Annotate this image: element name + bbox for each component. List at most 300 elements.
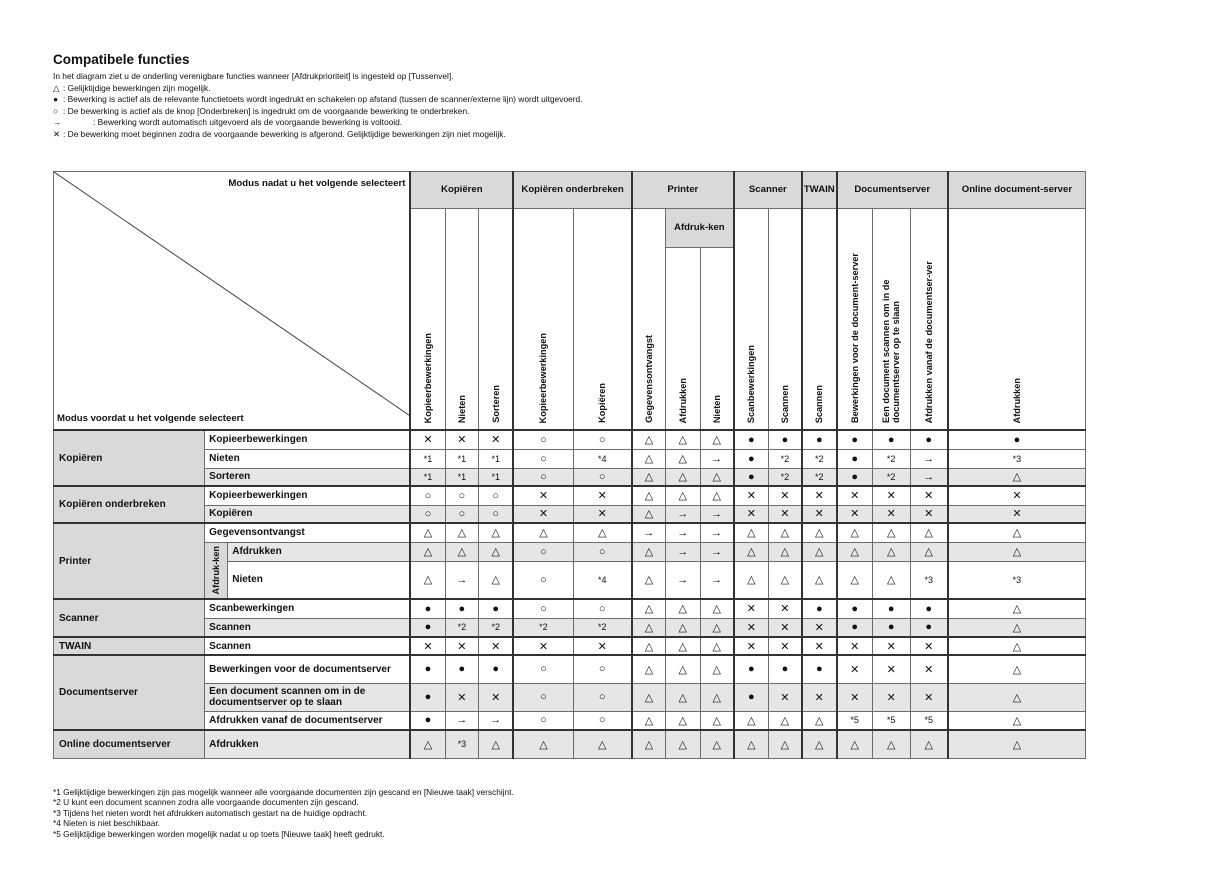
table-cell: ○ (573, 711, 632, 730)
table-cell: ✕ (768, 683, 802, 711)
table-row (54, 449, 1086, 468)
table-cell: △ (948, 655, 1086, 683)
table-cell: ○ (573, 468, 632, 486)
table-cell: △ (700, 430, 734, 449)
col-header: Nieten (456, 394, 467, 423)
table-cell: → (700, 542, 734, 561)
table-cell: ✕ (910, 683, 948, 711)
table-cell: *4 (573, 561, 632, 599)
col-header: Scannen (814, 384, 825, 423)
row-label: Gegevensontvangst (205, 523, 411, 542)
table-cell: △ (734, 711, 769, 730)
table-cell: ✕ (513, 486, 573, 505)
table-cell: ● (910, 430, 948, 449)
corner-bottom-label: Modus voordat u het volgende selecteert (57, 413, 244, 424)
table-cell: △ (665, 449, 700, 468)
table-cell: ● (410, 683, 445, 711)
table-cell: △ (700, 683, 734, 711)
table-cell: *3 (445, 730, 479, 758)
table-cell: △ (802, 523, 837, 542)
table-row (54, 637, 1086, 655)
table-cell: ✕ (734, 486, 769, 505)
table-cell: → (700, 449, 734, 468)
col-group-kopieren-onderbreken: Kopiëren onderbreken (513, 172, 632, 209)
table-cell: ○ (573, 430, 632, 449)
table-cell: △ (665, 599, 700, 618)
table-cell: ● (734, 655, 769, 683)
table-cell: △ (479, 523, 514, 542)
table-cell: △ (573, 730, 632, 758)
table-cell: *2 (872, 468, 910, 486)
table-cell: ✕ (445, 430, 479, 449)
table-cell: *5 (910, 711, 948, 730)
col-header: Bewerkingen voor de document-server (849, 252, 860, 423)
table-cell: ● (445, 599, 479, 618)
table-cell: △ (948, 468, 1086, 486)
col-header: Afdrukken (677, 377, 688, 423)
footnote: *5 Gelijktijdige bewerkingen worden mogelijk nadat u op toets [Nieuwe taak] heeft gedrukt. (53, 828, 385, 839)
table-cell: ● (802, 599, 837, 618)
table-cell: ○ (573, 683, 632, 711)
table-row (54, 730, 1086, 758)
legend-text: : Bewerking wordt automatisch uitgevoerd als de voorgaande bewerking is voltooid. (93, 117, 403, 128)
row-label: Scanbewerkingen (205, 599, 411, 618)
table-cell: △ (410, 523, 445, 542)
table-cell: *1 (410, 449, 445, 468)
table-cell: ○ (513, 542, 573, 561)
table-cell: △ (802, 561, 837, 599)
footnote: *1 Gelijktijdige bewerkingen zijn pas mogelijk wanneer alle voorgaande documenten zijn gescand en [Nieuwe taak] verschijnt. (53, 787, 514, 797)
table-cell: ○ (513, 430, 573, 449)
table-cell: △ (872, 523, 910, 542)
table-cell: *2 (802, 468, 837, 486)
col-group-scanner: Scanner (734, 172, 802, 209)
row-group-label: Kopiëren onderbreken (54, 486, 205, 523)
table-cell: *1 (410, 468, 445, 486)
table-cell: △ (768, 561, 802, 599)
table-cell: △ (700, 599, 734, 618)
table-cell: △ (479, 561, 514, 599)
table-cell: ✕ (479, 637, 514, 655)
table-cell: △ (837, 730, 873, 758)
table-cell: ○ (513, 449, 573, 468)
table-cell: △ (665, 683, 700, 711)
table-cell: △ (632, 618, 666, 637)
table-cell: ✕ (910, 505, 948, 523)
table-cell: → (632, 523, 666, 542)
table-cell: ● (910, 618, 948, 637)
table-cell: ✕ (802, 505, 837, 523)
col-header: Gegevensontvangst (643, 335, 654, 423)
footnote: *4 Nieten is niet beschikbaar. (53, 818, 161, 829)
row-label: Afdrukken (205, 730, 411, 758)
table-cell: ✕ (410, 430, 445, 449)
row-label: Scannen (205, 637, 411, 655)
table-cell: → (665, 505, 700, 523)
table-cell: ● (734, 430, 769, 449)
table-cell: ✕ (410, 637, 445, 655)
footnotes (53, 787, 514, 839)
table-cell: → (700, 505, 734, 523)
table-cell: △ (700, 468, 734, 486)
table-cell: ✕ (768, 599, 802, 618)
table-cell: △ (802, 711, 837, 730)
legend-text: : Bewerking is actief als de relevante functietoets wordt ingedrukt en schakelen op afstand (tussen de scanner/externe lijn) wordt uitgevoerd. (63, 94, 583, 105)
table-cell: △ (665, 655, 700, 683)
page-title: Compatibele functies (53, 52, 190, 67)
table-row (54, 468, 1086, 486)
legend-item-dot (53, 94, 583, 106)
table-cell: ● (802, 430, 837, 449)
table-cell: ✕ (948, 505, 1086, 523)
table-cell: ● (837, 618, 873, 637)
table-cell: △ (665, 430, 700, 449)
col-header: Afdrukken vanaf de documentser-ver (923, 260, 934, 423)
col-header: Nieten (711, 394, 722, 423)
table-cell: ● (768, 655, 802, 683)
row-label: Kopieerbewerkingen (205, 430, 411, 449)
intro-text: In het diagram ziet u de onderling verenigbare functies wanneer [Afdrukprioriteit] is ingesteld op [Tussenvel]. (53, 71, 454, 81)
col-header: Scanbewerkingen (746, 344, 757, 423)
table-cell: ✕ (837, 655, 873, 683)
footnote: *2 U kunt een document scannen zodra alle voorgaande documenten zijn gescand. (53, 797, 359, 808)
table-cell: ○ (479, 486, 514, 505)
table-row (54, 430, 1086, 449)
row-subgroup-label (205, 542, 228, 599)
table-cell: ✕ (802, 683, 837, 711)
table-cell: ● (872, 599, 910, 618)
table-cell: △ (700, 655, 734, 683)
table-cell: ○ (445, 486, 479, 505)
table-cell: ● (837, 599, 873, 618)
table-row (54, 711, 1086, 730)
table-cell: △ (872, 730, 910, 758)
table-cell: ✕ (910, 655, 948, 683)
corner-header (54, 172, 411, 431)
table-row (54, 505, 1086, 523)
row-label: Sorteren (205, 468, 411, 486)
table-cell: ✕ (910, 486, 948, 505)
table-cell: ✕ (513, 637, 573, 655)
table-cell: *2 (768, 468, 802, 486)
table-cell: ● (734, 449, 769, 468)
table-cell: △ (948, 711, 1086, 730)
table-cell: ✕ (948, 486, 1086, 505)
table-cell: △ (734, 542, 769, 561)
table-cell: △ (700, 486, 734, 505)
table-cell: △ (665, 486, 700, 505)
open-circle-icon: ○ (53, 105, 59, 116)
table-cell: ✕ (872, 486, 910, 505)
table-cell: △ (632, 505, 666, 523)
table-cell: △ (872, 561, 910, 599)
arrow-right-icon: → (53, 117, 62, 128)
table-cell: *2 (802, 449, 837, 468)
table-cell: ○ (410, 505, 445, 523)
table-cell: ✕ (837, 486, 873, 505)
table-cell: *2 (768, 449, 802, 468)
table-cell: ○ (513, 599, 573, 618)
table-cell: △ (734, 561, 769, 599)
table-row (54, 683, 1086, 711)
table-cell: △ (700, 637, 734, 655)
table-cell: △ (632, 637, 666, 655)
col-header: Scannen (779, 384, 790, 423)
table-cell: ● (410, 655, 445, 683)
table-cell: △ (837, 561, 873, 599)
table-cell: △ (948, 637, 1086, 655)
table-cell: △ (632, 599, 666, 618)
row-label: Bewerkingen voor de documentserver (205, 655, 411, 683)
table-cell: ✕ (872, 637, 910, 655)
col-header: Kopiëren (597, 383, 608, 423)
table-cell: ✕ (479, 683, 514, 711)
table-cell: △ (445, 542, 479, 561)
table-cell: △ (700, 730, 734, 758)
table-cell: *1 (445, 449, 479, 468)
row-label: Afdrukken (228, 542, 411, 561)
printer-subgroup-afdrukken: Afdruk-ken (665, 209, 733, 248)
table-cell: △ (665, 618, 700, 637)
table-cell: △ (948, 599, 1086, 618)
corner-diagonal (54, 172, 410, 424)
table-cell: ✕ (734, 505, 769, 523)
row-group-label: Kopiëren (54, 430, 205, 486)
table-cell: △ (837, 542, 873, 561)
col-group-printer: Printer (632, 172, 734, 209)
table-cell: △ (768, 730, 802, 758)
table-cell: △ (948, 618, 1086, 637)
table-cell: △ (632, 683, 666, 711)
table-cell: ✕ (445, 637, 479, 655)
table-cell: ✕ (513, 505, 573, 523)
table-cell: ✕ (837, 683, 873, 711)
footnote: *3 Tijdens het nieten wordt het afdrukken automatisch gestart na de huidige opdracht. (53, 807, 368, 818)
table-cell: ✕ (768, 618, 802, 637)
legend-item-triangle (53, 83, 583, 95)
table-cell: *2 (513, 618, 573, 637)
table-row (54, 618, 1086, 637)
table-row (54, 599, 1086, 618)
table-cell: *4 (573, 449, 632, 468)
triangle-icon: △ (53, 82, 60, 93)
table-cell: △ (734, 730, 769, 758)
table-cell: △ (910, 730, 948, 758)
table-cell: ○ (513, 711, 573, 730)
table-cell: △ (768, 523, 802, 542)
row-label: Scannen (205, 618, 411, 637)
table-cell: ✕ (768, 637, 802, 655)
row-label: Een document scannen om in de documentserver op te slaan (205, 683, 411, 711)
table-cell: *1 (479, 449, 514, 468)
table-cell: ✕ (837, 505, 873, 523)
table-cell: ✕ (734, 637, 769, 655)
row-group-label: Scanner (54, 599, 205, 637)
table-cell: *5 (872, 711, 910, 730)
table-cell: ✕ (573, 505, 632, 523)
table-cell: △ (665, 730, 700, 758)
row-label: Nieten (228, 561, 411, 599)
table-cell: △ (802, 730, 837, 758)
table-cell: △ (837, 523, 873, 542)
table-cell: ● (410, 599, 445, 618)
table-cell: ● (872, 430, 910, 449)
table-cell: △ (948, 683, 1086, 711)
col-group-documentserver: Documentserver (837, 172, 948, 209)
table-cell: △ (948, 523, 1086, 542)
table-cell: ○ (410, 486, 445, 505)
table-cell: → (665, 542, 700, 561)
row-label: Nieten (205, 449, 411, 468)
table-cell: ● (837, 449, 873, 468)
table-cell: △ (632, 430, 666, 449)
col-header: Sorteren (490, 385, 501, 423)
table-cell: ✕ (872, 655, 910, 683)
table-cell: *5 (837, 711, 873, 730)
col-group-twain: TWAIN (802, 172, 837, 209)
table-cell: ✕ (573, 637, 632, 655)
table-cell: △ (410, 561, 445, 599)
legend-item-arrow (53, 117, 583, 129)
table-cell: ● (445, 655, 479, 683)
table-cell: △ (632, 655, 666, 683)
table-cell: △ (665, 637, 700, 655)
col-group-online-documentserver: Online document-server (948, 172, 1086, 209)
corner-top-label: Modus nadat u het volgende selecteert (228, 178, 406, 189)
table-cell: ✕ (445, 683, 479, 711)
table-cell: ○ (573, 542, 632, 561)
table-cell: ○ (513, 655, 573, 683)
legend-item-circle (53, 106, 583, 118)
table-cell: *3 (948, 561, 1086, 599)
table-cell: *3 (948, 449, 1086, 468)
table-cell: → (910, 449, 948, 468)
table-cell: △ (700, 711, 734, 730)
col-header: Afdrukken (1011, 377, 1022, 423)
table-cell: ○ (513, 683, 573, 711)
legend-text: : De bewerking is actief als de knop [Onderbreken] is ingedrukt om de voorgaande bewerking te onderbreken. (63, 105, 470, 116)
table-cell: ✕ (802, 637, 837, 655)
table-cell: → (700, 523, 734, 542)
table-cell: △ (665, 468, 700, 486)
table-cell: △ (410, 542, 445, 561)
col-header: Kopieerbewerkingen (538, 332, 549, 423)
table-cell: ○ (573, 655, 632, 683)
table-cell: △ (665, 711, 700, 730)
table-cell: △ (948, 730, 1086, 758)
table-cell: ● (410, 711, 445, 730)
table-cell: ● (802, 655, 837, 683)
row-group-label: TWAIN (54, 637, 205, 655)
table-row (54, 523, 1086, 542)
table-cell: ● (479, 599, 514, 618)
table-row (54, 542, 1086, 561)
table-cell: ● (910, 599, 948, 618)
table-cell: △ (513, 730, 573, 758)
table-cell: △ (573, 523, 632, 542)
row-label: Kopiëren (205, 505, 411, 523)
row-group-label: Documentserver (54, 655, 205, 730)
table-cell: ● (768, 430, 802, 449)
table-cell: ✕ (573, 486, 632, 505)
table-cell: ✕ (837, 637, 873, 655)
table-cell: ✕ (802, 618, 837, 637)
table-cell: ✕ (802, 486, 837, 505)
table-cell: ● (734, 468, 769, 486)
table-cell: ✕ (910, 637, 948, 655)
table-cell: ✕ (479, 430, 514, 449)
table-cell: △ (768, 711, 802, 730)
table-cell: △ (632, 486, 666, 505)
table-cell: → (665, 561, 700, 599)
table-cell: ✕ (872, 505, 910, 523)
table-cell: → (910, 468, 948, 486)
table-cell: △ (445, 523, 479, 542)
table-cell: △ (948, 542, 1086, 561)
table-cell: △ (700, 618, 734, 637)
table-cell: △ (872, 542, 910, 561)
table-cell: △ (910, 542, 948, 561)
table-cell: ● (837, 468, 873, 486)
legend-item-cross (53, 129, 583, 141)
table-cell: → (665, 523, 700, 542)
table-cell: △ (632, 711, 666, 730)
table-cell: △ (513, 523, 573, 542)
col-group-kopieren: Kopiëren (410, 172, 513, 209)
table-cell: → (445, 711, 479, 730)
table-cell: ○ (513, 468, 573, 486)
table-cell: △ (410, 730, 445, 758)
table-cell: △ (802, 542, 837, 561)
col-header: Een document scannen om in de documentserver op te slaan (881, 279, 902, 423)
table-cell: ✕ (734, 618, 769, 637)
table-cell: △ (479, 542, 514, 561)
table-cell: ✕ (872, 683, 910, 711)
table-cell: △ (632, 542, 666, 561)
table-cell: ● (948, 430, 1086, 449)
row-subgroup-text: Afdruk-ken (211, 546, 222, 595)
row-label: Kopieerbewerkingen (205, 486, 411, 505)
table-cell: ✕ (734, 599, 769, 618)
table-cell: △ (768, 542, 802, 561)
table-cell: *1 (479, 468, 514, 486)
table-cell: ● (872, 618, 910, 637)
legend (53, 71, 583, 141)
row-group-label: Printer (54, 523, 205, 599)
table-cell: *1 (445, 468, 479, 486)
table-cell: ○ (573, 599, 632, 618)
table-cell: *2 (479, 618, 514, 637)
table-cell: △ (632, 561, 666, 599)
table-cell: △ (910, 523, 948, 542)
table-cell: ● (837, 430, 873, 449)
filled-circle-icon: ● (53, 94, 59, 105)
table-cell: *2 (573, 618, 632, 637)
table-cell: ✕ (768, 486, 802, 505)
table-cell: △ (632, 468, 666, 486)
table-cell: △ (632, 449, 666, 468)
table-row (54, 655, 1086, 683)
table-cell: ○ (479, 505, 514, 523)
table-cell: ✕ (768, 505, 802, 523)
table-cell: → (479, 711, 514, 730)
table-cell: *2 (872, 449, 910, 468)
table-cell: → (700, 561, 734, 599)
compatibility-table (53, 171, 1086, 759)
table-cell: △ (479, 730, 514, 758)
col-header: Kopieerbewerkingen (422, 332, 433, 423)
legend-text: : De bewerking moet beginnen zodra de voorgaande bewerking is afgerond. Gelijktijdige bewerkingen zijn niet mogelijk. (63, 128, 506, 139)
